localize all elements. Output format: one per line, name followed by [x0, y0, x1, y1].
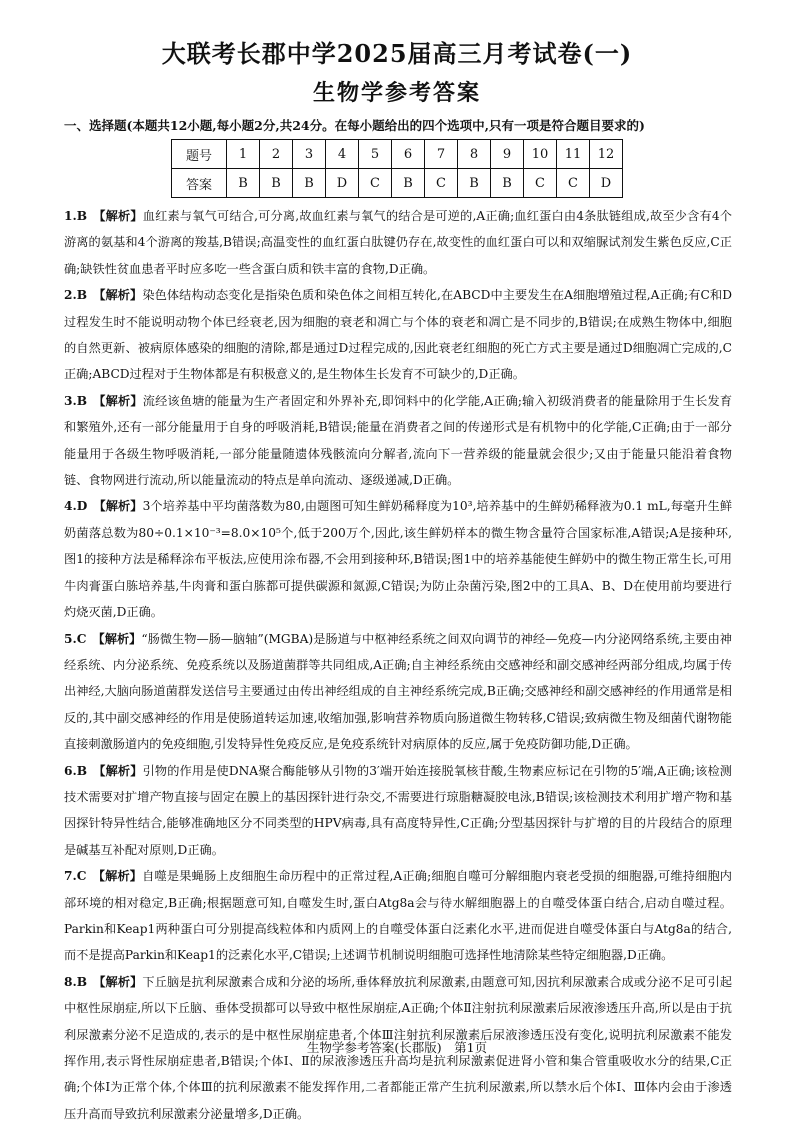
item-number: 6.B: [64, 763, 88, 778]
row-label-number: 题号: [172, 140, 227, 169]
question-number: 2: [260, 140, 293, 169]
question-number: 9: [491, 140, 524, 169]
question-number: 10: [524, 140, 557, 169]
analysis-tag: 【解析】: [93, 393, 143, 408]
analysis-tag: 【解析】: [93, 763, 143, 778]
explanation-item: [64, 282, 732, 388]
item-number: 5.C: [64, 631, 87, 646]
explanation-text: 流经该鱼塘的能量为生产者固定和外界补充,即饲料中的化学能,A正确;输入初级消费者的能量除用于生长发育和繁殖外,还有一部分能量用于自身的呼吸消耗,B错误;能量在消费者之间的传递形式是有机物中的化学能,C正确;由于一部分能量用于各级生物呼吸消耗,一部分能量随遗体残骸流向分解者,流向下一营养级的能量就会很少;又由于能量只能沿着食物链、食物网进行流动,所以能量流动的特点是单向流动、逐级递减,D正确。: [64, 393, 733, 488]
answer-cell: C: [524, 169, 557, 198]
explanation-text: 血红素与氧气可结合,可分离,故血红素与氧气的结合是可逆的,A正确;血红蛋白由4条肽链组成,故至少含有4个游离的氨基和4个游离的羧基,B错误;高温变性的血红蛋白肽键仍存在,故变性的血红蛋白可以和双缩脲试剂发生紫色反应,C正确;缺铁性贫血患者平时应多吃一些含蛋白质和铁丰富的食物,D正确。: [64, 209, 732, 276]
question-number: 11: [557, 140, 590, 169]
answer-cell: D: [326, 169, 359, 198]
explanation-text: “肠微生物—肠—脑轴”(MGBA)是肠道与中枢神经系统之间双向调节的神经—免疫—内分泌网络系统,主要由神经系统、内分泌系统、免疫系统以及肠道菌群等共同组成,A正确;自主神经系统由交感神经和副交感神经两部分组成,均属于传出神经,大脑向肠道菌群发送信号主要通过由传出神经组成的自主神经系统完成,B正确;交感神经和副交感神经的作用通常是相反的,其中副交感神经的作用是使肠道转运加速,收缩加强,影响营养物质向肠道微生物转移,C错误;致病微生物及细菌代谢物能直接刺激肠道内的免疫细胞,引发特异性免疫反应,是免疫系统针对病原体的反应,属于免疫防御功能,D正确。: [64, 631, 732, 752]
analysis-tag: 【解析】: [93, 974, 143, 989]
analysis-tag: 【解析】: [93, 288, 143, 303]
answer-cell: C: [359, 169, 392, 198]
answer-cell: B: [293, 169, 326, 198]
answer-cell: D: [590, 169, 623, 198]
analysis-tag: 【解析】: [93, 499, 143, 514]
question-number: 7: [425, 140, 458, 169]
analysis-tag: 【解析】: [92, 631, 142, 646]
explanation-text: 引物的作用是使DNA聚合酶能够从引物的3′端开始连接脱氧核苷酸,生物素应标记在引物的5′端,A正确;该检测技术需要对扩增产物直接与固定在膜上的基因探针进行杂交,不需要进行琼脂糖凝胶电泳,B错误;该检测技术利用扩增产物和基因探针特异性结合,能够准确地区分不同类型的HPV病毒,具有高度特异性,C正确;分型基因探针与扩增的目的片段结合的原理是碱基互补配对原则,D正确。: [64, 763, 732, 857]
analysis-tag: 【解析】: [92, 869, 143, 884]
explanation-item: [64, 203, 732, 282]
explanation-text: 3个培养基中平均菌落数为80,由题图可知生鲜奶稀释度为10³,培养基中的生鲜奶稀释液为0.1 mL,每毫升生鲜奶菌落总数为80÷0.1×10⁻³=8.0×10⁵个,低于200万个,因此,该生鲜奶样本的微生物含量符合国家标准,A错误;A是接种环,图1的接种方法是稀释涂布平板法,应使用涂布器,不会用到接种环,B错误;图1中的培养基能使生鲜奶中的微生物正常生长,可用牛肉膏蛋白胨培养基,牛肉膏和蛋白胨都可提供碳源和氮源,C错误;为防止杂菌污染,图2中的工具A、B、D在使用前均要进行灼烧灭菌,D正确。: [64, 499, 733, 620]
explanation-text: 自噬是果蝇肠上皮细胞生命历程中的正常过程,A正确;细胞自噬可分解细胞内衰老受损的细胞器,可维持细胞内部环境的相对稳定,B正确;根据题意可知,自噬发生时,蛋白Atg8a会与待水解细胞器上的自噬受体蛋白结合,启动自噬过程。Parkin和Keap1两种蛋白可分别提高线粒体和内质网上的自噬受体蛋白泛素化水平,进而促进自噬受体蛋白与Atg8a的结合,而不是提高Parkin和Keap1的泛素化水平,C错误;上述调节机制说明细胞可选择性地清除某些特定细胞器,D正确。: [64, 869, 732, 963]
explanation-item: [64, 493, 732, 625]
row-label-answer: 答案: [172, 169, 227, 198]
item-number: 8.B: [64, 974, 88, 989]
document-title: 大联考长郡中学2025届高三月考试卷(一): [161, 39, 633, 68]
explanation-item: [64, 388, 732, 494]
question-number: 12: [590, 140, 623, 169]
question-number: 5: [359, 140, 392, 169]
answer-cell: B: [491, 169, 524, 198]
answer-cell: B: [260, 169, 293, 198]
document-subtitle: 生物学参考答案: [312, 81, 481, 106]
answer-cell: B: [392, 169, 425, 198]
question-number: 3: [293, 140, 326, 169]
page-footer: 生物学参考答案(长郡版) 第1页: [306, 1040, 488, 1055]
explanation-item: [64, 626, 732, 758]
explanations: [64, 203, 732, 1127]
item-number: 7.C: [64, 869, 87, 884]
answer-cell: B: [458, 169, 491, 198]
explanation-item: [64, 863, 732, 969]
question-number: 4: [326, 140, 359, 169]
item-number: 3.B: [64, 393, 88, 408]
question-number: 8: [458, 140, 491, 169]
answer-cell: B: [227, 169, 260, 198]
item-number: 4.D: [64, 499, 88, 514]
question-number: 1: [227, 140, 260, 169]
analysis-tag: 【解析】: [93, 209, 143, 223]
question-number: 6: [392, 140, 425, 169]
explanation-text: 下丘脑是抗利尿激素合成和分泌的场所,垂体释放抗利尿激素,由题意可知,因抗利尿激素合成或分泌不足可引起中枢性尿崩症,所以下丘脑、垂体受损都可以导致中枢性尿崩症,A正确;个体Ⅱ注射抗利尿激素后尿液渗透压升高,所以是由于抗利尿激素分泌不足造成的,表示的是中枢性尿崩症患者,个体Ⅲ注射抗利尿激素后尿液渗透压没有变化,说明抗利尿激素不能发挥作用,表示肾性尿崩症患者,B错误;个体Ⅰ、Ⅱ的尿液渗透压升高均是抗利尿激素促进肾小管和集合管重吸收水分的结果,C正确;个体Ⅰ为正常个体,个体Ⅲ的抗利尿激素不能发挥作用,二者都能正常产生抗利尿激素,所以禁水后个体Ⅰ、Ⅲ体内会由于渗透压升高而导致抗利尿激素分泌量增多,D正确。: [64, 974, 733, 1121]
item-number: 2.B: [64, 288, 88, 303]
answer-cell: C: [557, 169, 590, 198]
answer-table-answer-row: [172, 169, 623, 198]
explanation-text: 染色体结构动态变化是指染色质和染色体之间相互转化,在ABCD中主要发生在A细胞增殖过程,A正确;有C和D过程发生时不能说明动物个体已经衰老,因为细胞的衰老和凋亡与个体的衰老和凋亡是不同步的,B错误;在成熟生物体中,细胞的自然更新、被病原体感染的细胞的清除,都是通过D过程完成的,因此衰老红细胞的死亡方式主要是通过D细胞凋亡完成的,C正确;ABCD过程对于生物体都是有积极意义的,是生物体生长发育不可缺少的,D正确。: [64, 288, 733, 382]
answer-table-number-row: [172, 140, 623, 169]
item-number: 1.B: [64, 209, 88, 223]
answer-cell: C: [425, 169, 458, 198]
answer-table: [171, 139, 623, 198]
section-heading: 一、选择题(本题共12小题,每小题2分,共24分。在每小题给出的四个选项中,只有一项是符合题目要求的): [64, 118, 645, 133]
explanation-item: [64, 758, 732, 864]
